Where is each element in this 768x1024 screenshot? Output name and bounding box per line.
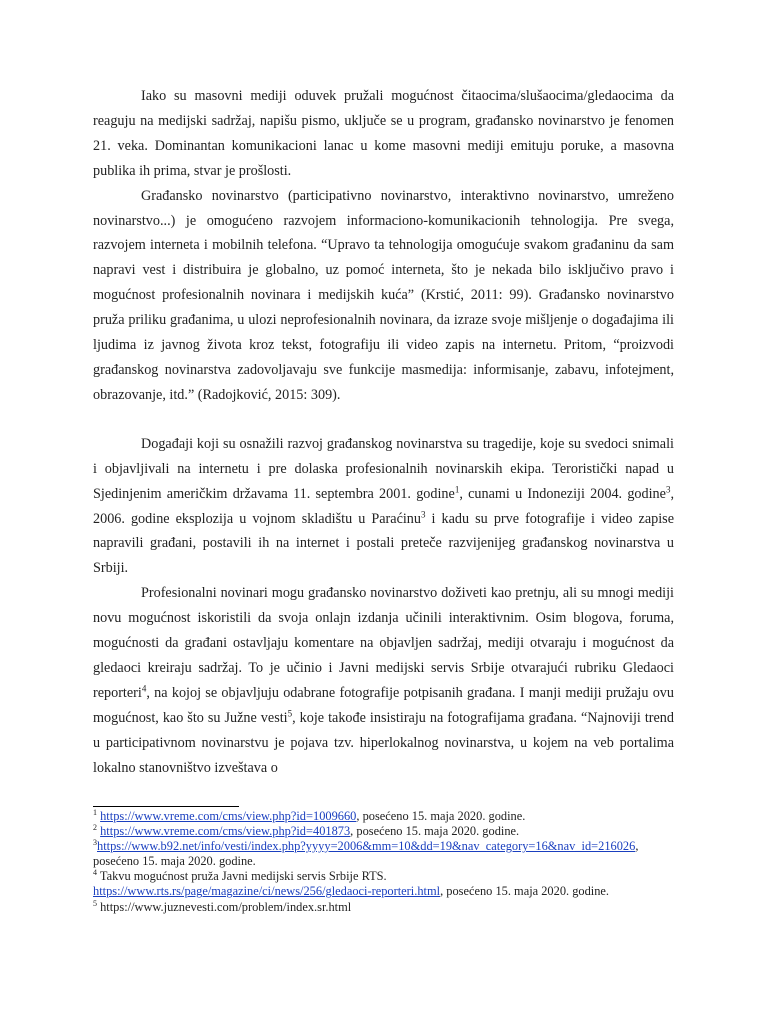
footnotes [93, 809, 674, 915]
footnote-2 [93, 824, 674, 839]
footnote-ref: 4 [141, 683, 147, 694]
footnote-link[interactable]: https://www.rts.rs/page/magazine/ci/news/256/gledaoci-reporteri.html [93, 884, 441, 899]
footnote-number: 2 [93, 822, 97, 832]
footnote-number: 4 [93, 868, 97, 878]
paragraph-3-text: i kadu su prve fotografije i video zapise napravili građani, postavili ih na internet i postali preteče razvijenijeg građanskog novinarstva u Srbiji. [93, 510, 674, 577]
footnote-link[interactable]: https://www.vreme.com/cms/view.php?id=1009660 [100, 809, 357, 823]
footnote-text: https://www.juznevesti.com/problem/index.sr.html [97, 899, 352, 914]
footnote-3 [93, 839, 674, 869]
footnote-separator [93, 806, 239, 807]
document-body [93, 84, 674, 780]
paragraph-4-text: , koje takođe insistiraju na fotografijama građana. “Najnoviji trend u participativnom novinarstvu je pojava tzv. hiperlokalnog novinarstva, u kojem na veb portalima lokalno stanovništvo izveštava o [93, 709, 674, 776]
paragraph-gap [93, 408, 674, 432]
footnote-text: Takvu mogućnost pruža Javni medijski servis Srbije RTS. [97, 869, 387, 884]
footnote-ref: 3 [421, 508, 426, 519]
footnote-ref: 1 [454, 483, 460, 494]
footnote-text: , posećeno 15. maja 2020. godine. [93, 839, 639, 869]
footnote-text: , posećeno 15. maja 2020. godine. [440, 884, 610, 899]
paragraph-2: Građansko novinarstvo (participativno novinarstvo, interaktivno novinarstvo, umreženo novinarstvo...) je omogućeno razvojem informaciono-komunikacionih tehnologija. Pre svega, razvojem interneta i mobilnih telefona. “Upravo ta tehnologija omogućuje svakom građaninu da sam napravi vest i distribuira je globalno, uz pomoć interneta, što je nekada bilo isključivo pravo i mogućnost profesionalnih novinara i medijskih kuća” (Krstić, 2011: 99). Građansko novinarstvo pruža priliku građanima, u ulozi neprofesionalnih novinara, da izraze svoje mišljenje o događajima ili ljudima iz javnog života kroz tekst, fotografiju ili video zapis na internetu. Pritom, “proizvodi građanskog novinarstva zadovoljavaju sve funkcije masmedija: informisanje, zabavu, infotejment, obrazovanje, itd.” (Radojković, 2015: 309). [93, 187, 674, 403]
footnote-text: , posećeno 15. maja 2020. godine. [356, 809, 526, 823]
footnote-ref: 3 [665, 483, 671, 494]
footnote-number: 1 [93, 807, 97, 817]
paragraph-3-text: , 2006. godine eksplozija u vojnom skladištu u Paraćinu [93, 485, 674, 527]
footnote-1 [93, 809, 674, 824]
footnote-4 [93, 869, 674, 899]
paragraph-3 [93, 432, 674, 581]
footnote-text: , posećeno 15. maja 2020. godine. [350, 824, 520, 839]
paragraph-4-text: , na kojoj se objavljuju odabrane fotografije potpisanih građana. I manji mediji pružaju ovu mogućnost, kao što su Južne vesti [93, 684, 674, 726]
paragraph-3-text: Događaji koji su osnažili razvoj građanskog novinarstva su tragedije, koje su svedoci snimali i objavljivali na internetu i pre dolaska profesionalnih novinarskih ekipa. Teroristički napad u Sjedinjenim američkim državama 11. septembra 2001. godine [93, 435, 674, 502]
paragraph-4 [93, 581, 674, 780]
paragraph-1: Iako su masovni mediji oduvek pružali mogućnost čitaocima/slušaocima/gledaocima da reaguju na medijski sadržaj, napišu pismo, uključe se u program, građansko novinarstvo je fenomen 21. veka. Dominantan komunikacioni lanac u kome masovni mediji emituju poruke, a masovna publika ih prima, stvar je prošlosti. [93, 88, 674, 179]
footnote-link[interactable]: https://www.b92.net/info/vesti/index.php?yyyy=2006&mm=10&dd=19&nav_category=16&nav_id=216026 [97, 839, 636, 854]
paragraph-3-text: , cunami u Indoneziji 2004. godine [459, 485, 666, 502]
footnote-link[interactable]: https://www.vreme.com/cms/view.php?id=401873 [100, 824, 351, 839]
footnote-number: 5 [93, 898, 97, 908]
paragraph-4-text: Profesionalni novinari mogu građansko novinarstvo doživeti kao pretnju, ali su mnogi mediji novu mogućnost iskoristili da svoja onlajn izdanja učinili interaktivnim. Osim blogova, foruma, mogućnosti da građani ostavljaju komentare na objavljen sadržaj, mediji otvaraju i mogućnost da gledaoci kreiraju sadržaj. To je učinio i Javni medijski servis Srbije otvarajući rubriku Gledaoci reporteri [93, 585, 674, 701]
footnote-ref: 5 [287, 708, 293, 719]
footnote-5 [93, 900, 674, 915]
footnote-number: 3 [93, 838, 97, 848]
